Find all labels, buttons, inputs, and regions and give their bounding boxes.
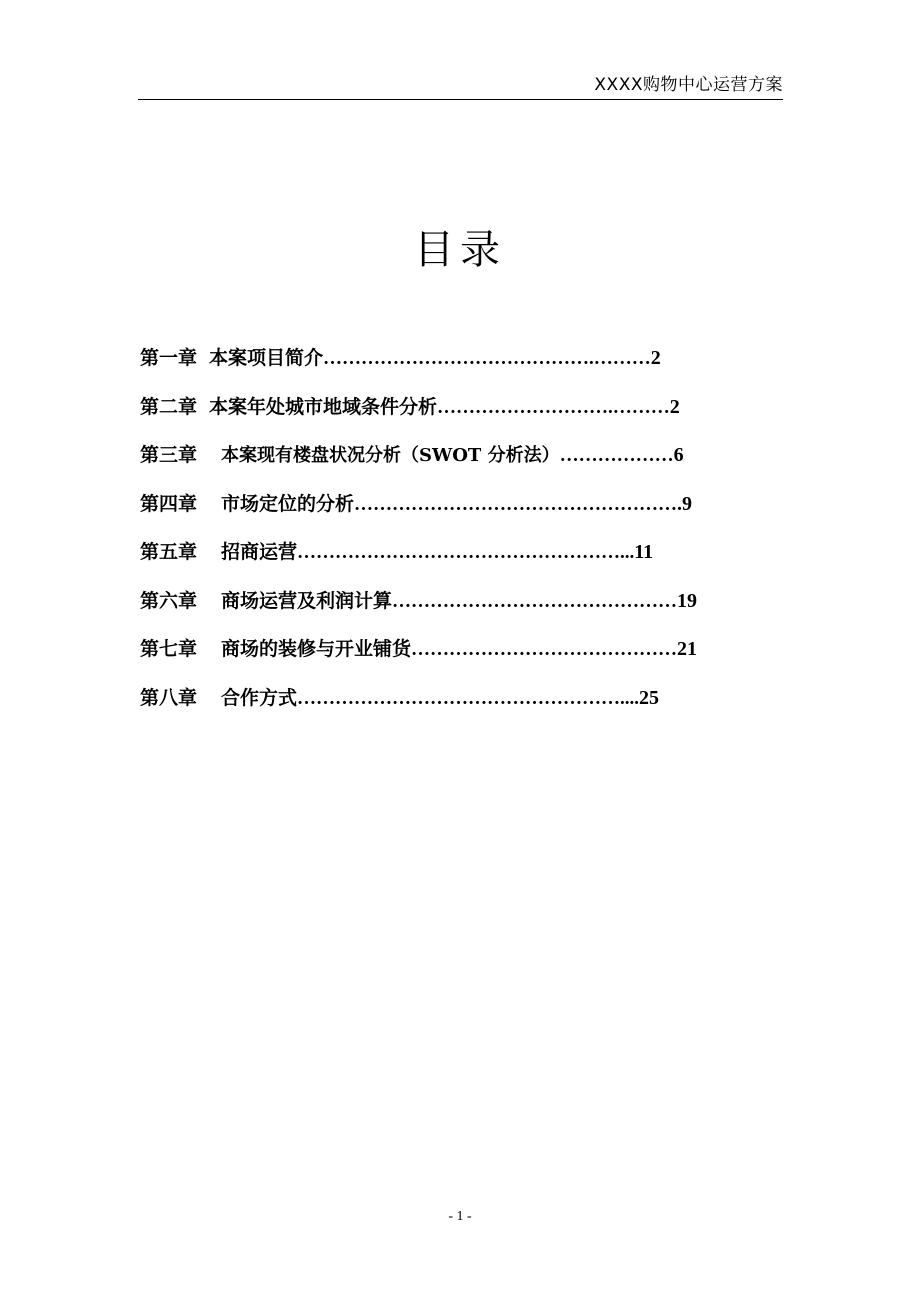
toc-dot-leader: …………………………………………….... (297, 687, 640, 709)
toc-entry-chapter-3[interactable] (140, 437, 780, 486)
toc-chapter-number: 第六章 (140, 589, 198, 612)
toc-entry-chapter-4[interactable] (140, 486, 780, 535)
toc-page-number: 2 (669, 395, 680, 418)
toc-chapter-title: 本案年处城市地域条件分析 (209, 395, 438, 418)
toc-chapter-title: 本案现有楼盘状况分析（SWOT 分析法） (221, 445, 560, 466)
toc-entry-chapter-5[interactable] (140, 534, 780, 583)
toc-entry-chapter-1[interactable] (140, 340, 780, 389)
toc-dot-leader: …………………………………… (411, 639, 678, 660)
toc-chapter-title: 本案项目简介 (209, 347, 324, 369)
toc-chapter-title: 商场的装修与开业铺货 (221, 638, 412, 660)
toc-entry-chapter-7[interactable] (140, 631, 780, 680)
toc-page-number: 2 (650, 347, 661, 369)
toc-chapter-title: 招商运营 (221, 541, 298, 563)
toc-entry-chapter-8[interactable] (140, 680, 780, 729)
toc-chapter-number: 第四章 (140, 492, 198, 515)
toc-page-number: 19 (677, 589, 698, 612)
table-of-contents (140, 340, 780, 728)
toc-page-number: 11 (634, 541, 654, 563)
toc-entry-chapter-2[interactable] (140, 389, 780, 438)
toc-chapter-title: 合作方式 (221, 686, 298, 709)
toc-dot-leader: …………………………………….……… (323, 348, 651, 369)
toc-page-number: .9 (677, 492, 693, 515)
toc-chapter-title: 商场运营及利润计算 (221, 589, 393, 612)
toc-chapter-number: 第八章 (140, 686, 198, 709)
page-number-footer: - 1 - (448, 1209, 472, 1224)
toc-title: 目录 (414, 227, 506, 273)
toc-chapter-number: 第七章 (140, 638, 198, 660)
toc-page-number: 6 (673, 444, 684, 466)
toc-dot-leader: ……………………………………… (392, 590, 678, 612)
toc-page-number: 21 (677, 638, 698, 660)
running-header-title: XXXX购物中心运营方案 (594, 75, 783, 95)
toc-dot-leader: ……………………………………………... (297, 542, 635, 563)
toc-dot-leader: ……………………….……… (437, 396, 670, 418)
toc-dot-leader: …………………………………………… (354, 493, 678, 515)
toc-chapter-number: 第一章 (140, 347, 198, 369)
toc-chapter-title: 市场定位的分析 (221, 492, 355, 515)
toc-page-number: 25 (639, 686, 660, 709)
toc-dot-leader: ……………… (559, 445, 674, 466)
toc-entry-chapter-6[interactable] (140, 583, 780, 632)
header-divider (138, 99, 783, 100)
toc-chapter-number: 第三章 (140, 444, 198, 466)
toc-chapter-number: 第二章 (140, 395, 198, 418)
toc-chapter-number: 第五章 (140, 541, 198, 563)
